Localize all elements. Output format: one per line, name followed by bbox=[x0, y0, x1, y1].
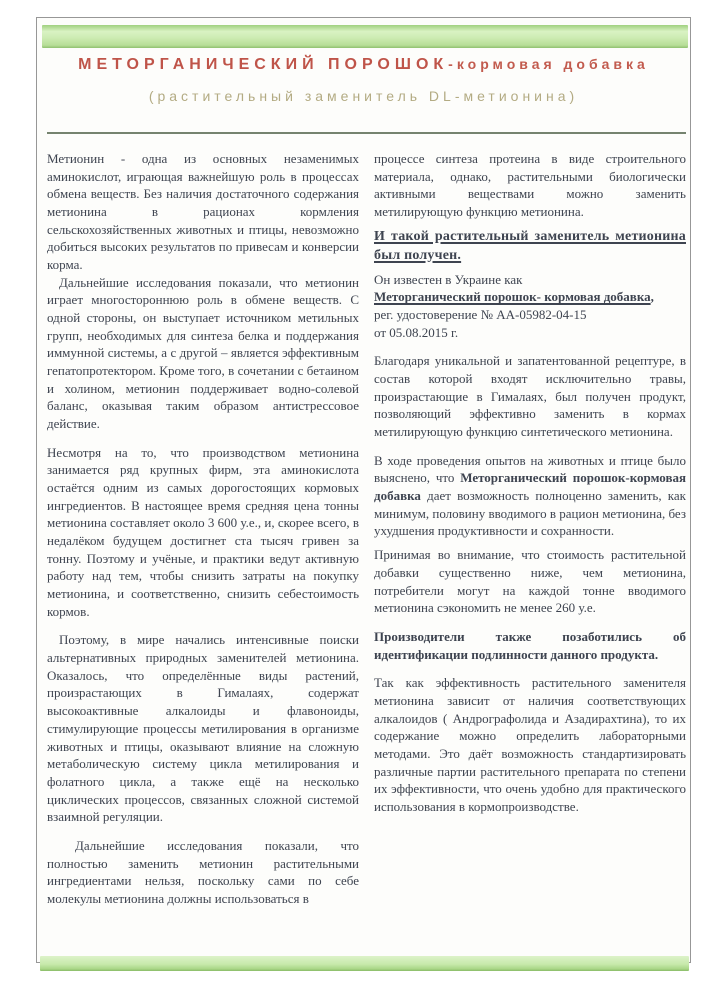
product-name-text: Меторганический порошок- кормовая добавка bbox=[374, 289, 651, 305]
right-column bbox=[374, 150, 686, 944]
paragraph-patented-recipe: Благодаря уникальной и запатентованной рецептуре, в состав которой входят исключительно травы, произрастающие в Гималаях, был получен продукт, позволяющий эффективно заменить в кормах метилирующую функцию синтетического метионина. bbox=[374, 353, 686, 440]
product-name-comma: , bbox=[650, 289, 654, 305]
header-divider-line bbox=[47, 132, 686, 134]
registration-block bbox=[374, 271, 686, 342]
registration-date-line: от 05.08.2015 г. bbox=[374, 324, 459, 340]
paragraph-protein-synthesis: процессе синтеза протеина в виде строительного материала, однако, растительными биологически активными веществами можно заменить метилирующую функцию метионина. bbox=[374, 151, 686, 220]
experiments-text-post: дает возможность полноценно заменить, как минимум, половину вводимого в рацион метионина, без ухудшения продуктивности и сохранности. bbox=[374, 488, 686, 539]
paragraph-experiments bbox=[374, 452, 686, 540]
paragraph-savings: Принимая во внимание, что стоимость растительной добавки существенно ниже, чем метионина, потребители могут на каждой тонне вводимого метионина сэкономить не менее 260 у.е. bbox=[374, 547, 686, 616]
left-column bbox=[47, 150, 359, 944]
document-title bbox=[37, 56, 690, 74]
heading-replacement-obtained bbox=[374, 227, 686, 265]
paragraph-alternative-search: Поэтому, в мире начались интенсивные поиски альтернативных природных заменителей метионина. Оказалось, что определённые виды растений, произрастающих в Гималаях, содержат высокоактивные алкалоиды и флавоноиды, стимулирующие процессы метилирования в организме животных и птицы, оказывают влияние на сложную метаболическую систему цикла метилирования и фолатного цикла, а также ещё на несколько циклических процессов, связанных сложной системой взаимной регуляции. bbox=[47, 632, 359, 825]
bottom-green-bar bbox=[40, 956, 689, 971]
heading-replacement-obtained-text: И такой растительный заменитель метионина был получен. bbox=[374, 228, 686, 263]
body-columns bbox=[47, 150, 686, 944]
paragraph-alkaloids-identification: Так как эффективность растительного заменителя метионина зависит от наличия соответствующих алкалоидов ( Андрографолида и Азадирахтина), то их содержание можно определить лабораторными методами. Это даёт возможность стандартизировать различные партии растительного препарата по степени их эффективности, что очень удобно для практического использования в кормопроизводстве. bbox=[374, 675, 686, 814]
title-suffix-text: -кормовая добавка bbox=[448, 56, 649, 72]
registration-number-line: рег. удостоверение № АА-05982-04-15 bbox=[374, 307, 587, 323]
heading-authenticity: Производители также позаботились об идентификации подлинности данного продукта. bbox=[374, 628, 686, 662]
document-header bbox=[37, 56, 690, 104]
paragraph-cannot-fully-replace: Дальнейшие исследования показали, что полностью заменить метионин растительными ингредиентами нельзя, поскольку сами по себе молекулы метионина должны использоваться в bbox=[47, 837, 359, 906]
experiments-text-pre: В ходе проведения опытов на животных и птице было выяснено, что bbox=[374, 452, 686, 486]
paragraph-price: Несмотря на то, что производством метионина занимается ряд крупных фирм, эта аминокислота остаётся одним из самых дорогостоящих кормовых ингредиентов. В настоящее время средняя цена тонны метионина составляет около 3 600 у.е., и, скорее всего, в недалёком будущем достигнет ста тысяч гривен за тонну. Поэтому и учёные, и практики ведут активную работу над тем, чтобы снизить затраты на покупку метионина, и соответственно, снизить себестоимость кормов. bbox=[47, 444, 359, 619]
title-main-text: МЕТОРГАНИЧЕСКИЙ ПОРОШОК bbox=[78, 56, 449, 73]
document-subtitle: (растительный заменитель DL-метионина) bbox=[148, 88, 579, 104]
paragraph-further-research: Дальнейшие исследования показали, что метионин играет многостороннюю роль в обмене веществ. С одной стороны, он выступает источником метильных групп, необходимых для синтеза белка и поддержания иммунной системы, а с другой – является эффективным гепатопротектором. Кроме того, в сочетании с бетаином и холином, метионин поддерживает водно-солевой баланс, оказывая таким образом антистрессовое действие. bbox=[47, 274, 359, 432]
product-name-line bbox=[374, 288, 686, 306]
known-in-ukraine-line: Он известен в Украине как bbox=[374, 271, 523, 287]
top-green-bar bbox=[42, 25, 688, 48]
document-page bbox=[36, 17, 691, 963]
paragraph-methionine-intro: Метионин - одна из основных незаменимых аминокислот, играющая важнейшую роль в процессах обмена веществ. Без наличия достаточного содержания метионина в рационах кормления сельскохозяйственных животных и птицы, невозможно добиться высоких результатов по привесам и конверсии корма. bbox=[47, 151, 359, 273]
experiments-product-bold: Меторганический порошок-кормовая добавка bbox=[374, 470, 686, 504]
